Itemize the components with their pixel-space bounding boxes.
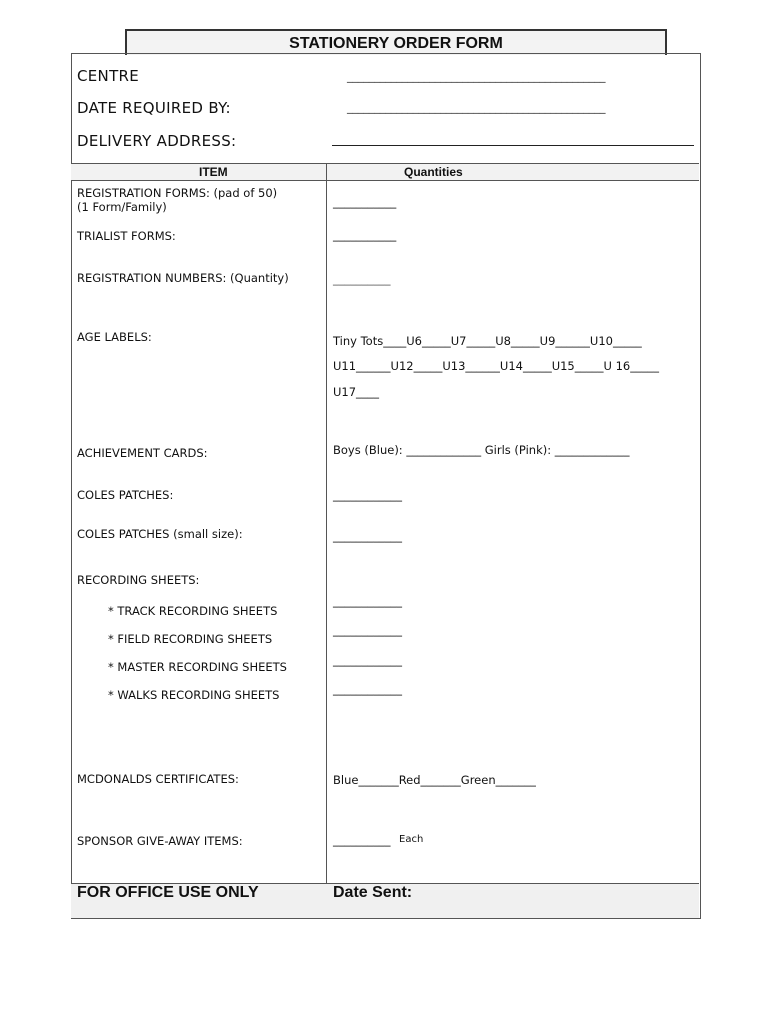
field-recording-sheets-qty[interactable]: ____________ [333,623,402,637]
delivery-address-input-line[interactable] [332,145,694,146]
age-labels-line-3[interactable]: U17____ [333,385,380,399]
registration-forms-sublabel: (1 Form/Family) [77,200,167,214]
date-required-label: DATE REQUIRED BY: [77,99,231,117]
coles-patches-label: COLES PATCHES: [77,488,174,502]
registration-forms-label: REGISTRATION FORMS: (pad of 50) [77,186,278,200]
column-divider [326,163,327,917]
coles-patches-small-qty[interactable]: ____________ [333,529,402,543]
track-recording-sheets-label: * TRACK RECORDING SHEETS [108,604,278,618]
delivery-address-label: DELIVERY ADDRESS: [77,132,237,150]
form-title: STATIONERY ORDER FORM [125,29,667,55]
form-frame [71,53,701,919]
sponsor-each-label: Each [399,834,424,845]
sponsor-give-away-label: SPONSOR GIVE-AWAY ITEMS: [77,834,243,848]
coles-patches-small-label: COLES PATCHES (small size): [77,527,243,541]
trialist-forms-qty[interactable]: ___________ [333,228,397,242]
master-recording-sheets-label: * MASTER RECORDING SHEETS [108,660,287,674]
field-recording-sheets-label: * FIELD RECORDING SHEETS [108,632,273,646]
age-labels-line-1[interactable]: Tiny Tots____U6_____U7_____U8_____U9______U10_____ [333,334,642,348]
achievement-cards-qty[interactable]: Boys (Blue): _____________ Girls (Pink): _____________ [333,443,630,457]
column-header-row [71,163,699,181]
walks-recording-sheets-label: * WALKS RECORDING SHEETS [108,688,280,702]
track-recording-sheets-qty[interactable]: ____________ [333,594,402,608]
mcdonalds-certificates-label: MCDONALDS CERTIFICATES: [77,772,239,786]
centre-input-line[interactable]: _______________________________________________ [347,70,606,83]
recording-sheets-label: RECORDING SHEETS: [77,573,200,587]
registration-forms-qty[interactable]: ___________ [333,195,397,209]
centre-label: CENTRE [77,67,140,85]
registration-numbers-label: REGISTRATION NUMBERS: (Quantity) [77,271,289,285]
walks-recording-sheets-qty[interactable]: ____________ [333,682,402,696]
office-use-label: FOR OFFICE USE ONLY [77,884,259,901]
date-sent-label: Date Sent: [333,884,413,901]
coles-patches-qty[interactable]: ____________ [333,488,402,502]
age-labels-label: AGE LABELS: [77,330,152,344]
age-labels-line-2[interactable]: U11______U12_____U13______U14_____U15_____U 16_____ [333,359,659,373]
trialist-forms-label: TRIALIST FORMS: [77,229,176,243]
master-recording-sheets-qty[interactable]: ____________ [333,653,402,667]
item-column-header: ITEM [199,165,228,179]
registration-numbers-qty[interactable]: __________ [333,272,391,286]
quantities-column-header: Quantities [404,165,463,179]
achievement-cards-label: ACHIEVEMENT CARDS: [77,446,208,460]
sponsor-give-away-qty[interactable]: __________ [333,833,391,847]
date-required-input-line[interactable]: _______________________________________________ [347,101,606,114]
mcdonalds-certificates-qty[interactable]: Blue_______Red_______Green_______ [333,773,536,787]
